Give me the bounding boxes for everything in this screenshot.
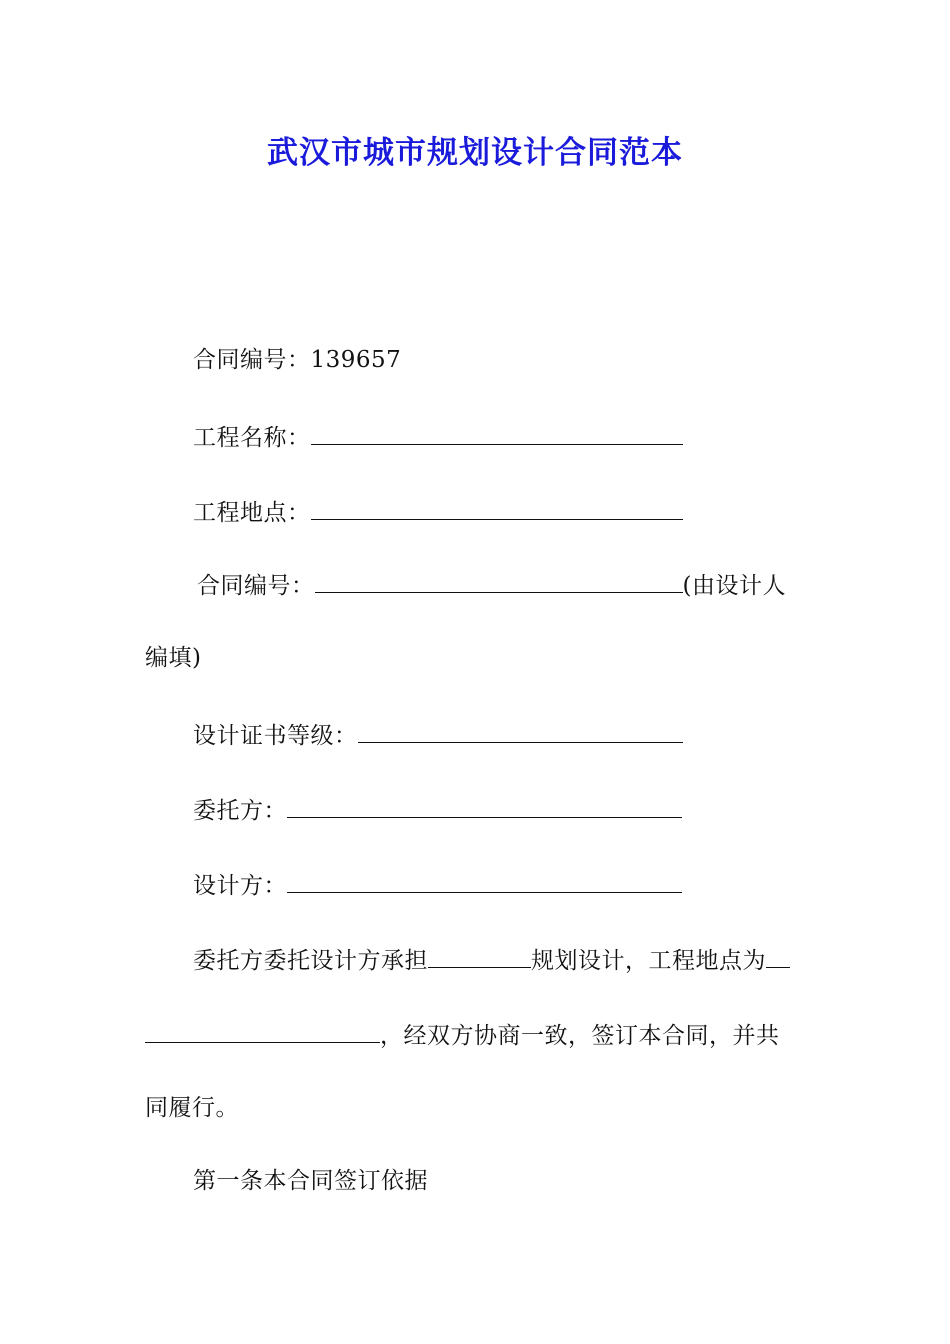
paragraph-text-1a: 委托方委托设计方承担 (193, 948, 428, 974)
designer-blank (287, 868, 682, 893)
contract-number-2-blank (315, 568, 683, 593)
project-site-blank (311, 495, 683, 520)
cert-grade-line (193, 718, 683, 751)
site-blank-start (766, 943, 790, 968)
paragraph-line-1 (193, 943, 790, 976)
paragraph-line-3: 同履行。 (145, 1095, 239, 1121)
project-site-label: 工程地点： (193, 500, 311, 526)
cert-grade-label: 设计证书等级： (193, 723, 358, 749)
client-blank (287, 793, 682, 818)
project-site-line (193, 495, 683, 528)
article-1-heading: 第一条本合同签订依据 (193, 1168, 428, 1194)
contract-number-line (193, 345, 401, 375)
project-name-line (193, 420, 683, 453)
paragraph-line-2 (145, 1018, 780, 1051)
document-title: 武汉市城市规划设计合同范本 (267, 135, 683, 171)
contract-number-2-continuation: 编填) (145, 645, 202, 671)
contract-number-value: 139657 (310, 347, 402, 373)
project-name-blank (311, 420, 683, 445)
contract-number-label: 合同编号： (193, 347, 311, 373)
contract-number-2-line (197, 568, 786, 601)
project-scope-blank (428, 943, 531, 968)
paragraph-text-2: ，经双方协商一致，签订本合同，并共 (380, 1023, 780, 1049)
contract-number-2-label: 合同编号： (197, 573, 315, 599)
site-blank-continued (145, 1018, 380, 1043)
project-name-label: 工程名称： (193, 425, 311, 451)
designer-label: 设计方： (193, 873, 287, 899)
cert-grade-blank (358, 718, 683, 743)
paragraph-text-1b: 规划设计，工程地点为 (531, 948, 766, 974)
contract-number-2-suffix: (由设计人 (682, 573, 786, 599)
client-line (193, 793, 682, 826)
client-label: 委托方： (193, 798, 287, 824)
designer-line (193, 868, 682, 901)
